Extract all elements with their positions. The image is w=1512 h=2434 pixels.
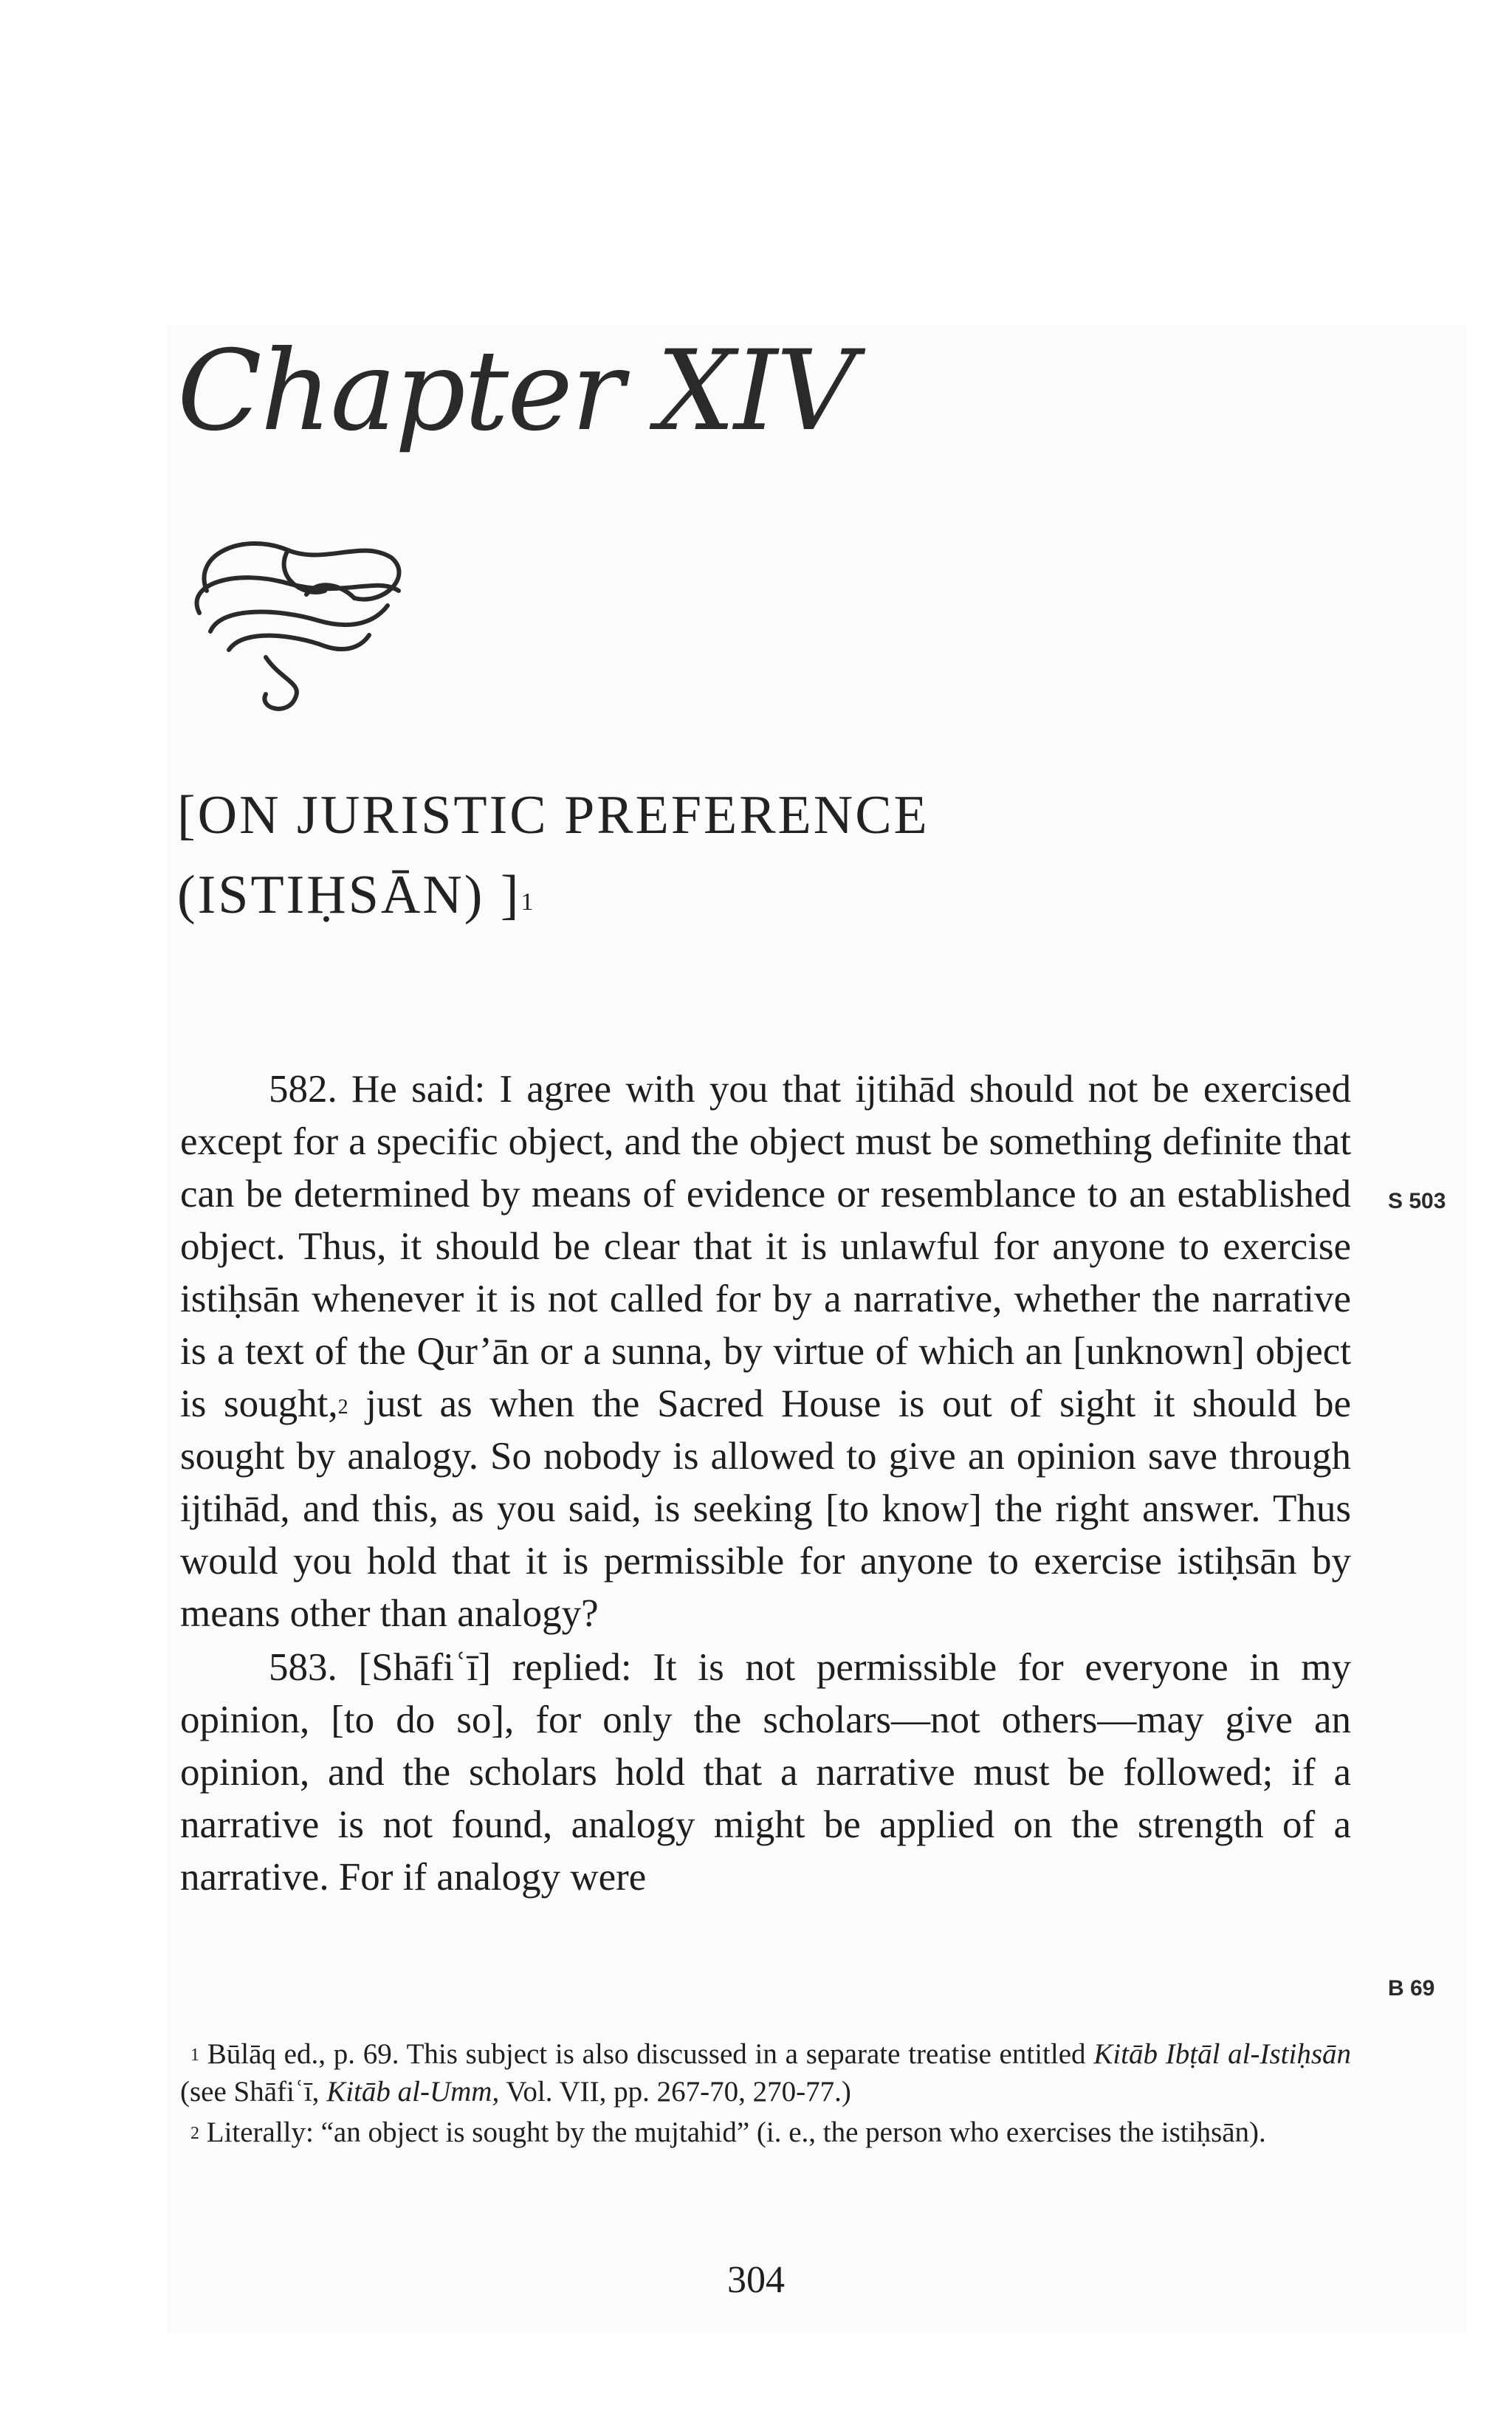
footnote-marker[interactable]: 1 — [520, 888, 534, 916]
page-number: 304 — [727, 2259, 785, 2301]
flourish-ornament-icon — [177, 510, 413, 731]
paragraph-583 — [180, 1642, 1351, 1904]
footnote-1-text-before: Būlāq ed., p. 69. This subject is also discussed in a separate treatise entitled — [199, 2038, 1094, 2070]
footnote-1-title-ibtal: Kitāb Ibṭāl al-Istiḥsān — [1093, 2038, 1351, 2070]
footnote-1-title-umm: Kitāb al-Umm, — [326, 2076, 500, 2108]
chapter-title: Chapter XIV — [177, 327, 855, 456]
body-text — [180, 1063, 1351, 1904]
section-heading-line2 — [177, 855, 929, 935]
footnote-1-marker: 1 — [190, 2046, 199, 2065]
section-heading-line1: [ON JURISTIC PREFERENCE — [177, 785, 929, 846]
paragraph-583-text: 583. [Shāfiʿī] replied: It is not permissible for everyone in my opinion, [to do so], for only the scholars—not others—may give an opinion, and the scholars hold that a narrative must be followed; if a narrative is not found, analogy might be applied on the strength of a narrative. For if analogy were — [180, 1646, 1351, 1899]
paragraph-582-text: 582. He said: I agree with you that ijtihād should not be exercised except for a specific object, and the object must be something definite that can be determined by means of evidence or resemblance to an established object. Thus, it should be clear that it is unlawful for anyone to exercise istiḥsān whenever it is not called for by a narrative, whether the narrative is a text of the Qur’ān or a sunna, by virtue of which an [unknown] object is sought, — [180, 1068, 1351, 1425]
section-heading-line2-text: (ISTIḤSĀN) ] — [177, 865, 521, 925]
footnotes — [180, 2035, 1351, 2154]
footnote-2-text: Literally: “an object is sought by the mujtahid” (i. e., the person who exercises the istiḥsān). — [199, 2116, 1266, 2148]
footnote-1-text-after: Vol. VII, pp. 267-70, 270-77.) — [499, 2076, 851, 2108]
paragraph-582-text-after: just as when the Sacred House is out of sight it should be sought by analogy. So nobody is allowed to give an opinion save through ijtihād, and this, as you said, is seeking [to know] the right answer. Thus would you hold that it is permissible for anyone to exercise istiḥsān by means other than analogy? — [180, 1382, 1352, 1635]
footnote-1-text-middle: (see Shāfiʿī, — [180, 2076, 327, 2108]
margin-note-b: B 69 — [1388, 1976, 1435, 2001]
section-heading — [177, 775, 929, 935]
footnote-1 — [180, 2035, 1351, 2111]
margin-note-s: S 503 — [1388, 1189, 1446, 1213]
footnote-marker[interactable]: 2 — [337, 1396, 348, 1419]
paragraph-582 — [180, 1063, 1351, 1640]
footnote-2 — [180, 2114, 1351, 2151]
footnote-2-marker: 2 — [190, 2124, 199, 2143]
